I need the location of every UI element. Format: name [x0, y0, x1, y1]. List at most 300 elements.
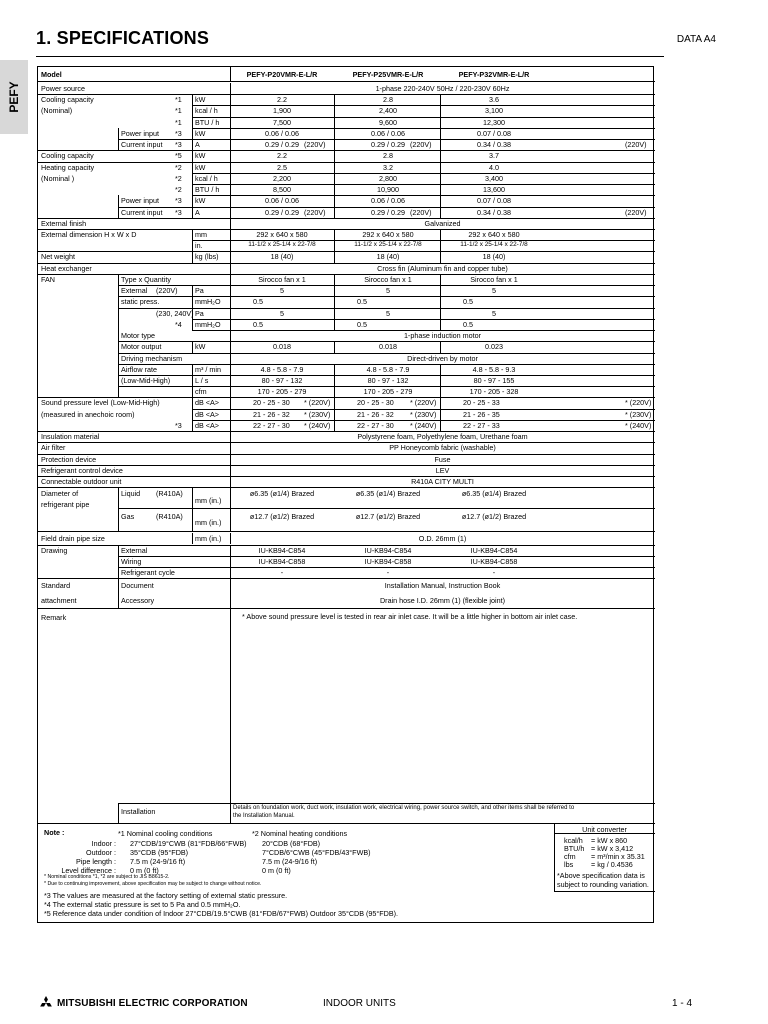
- rule-line: [192, 195, 193, 206]
- rule-line: [440, 117, 441, 128]
- standard-label: Standard: [41, 581, 71, 591]
- spec-value: 0.018: [379, 342, 397, 352]
- rule-line: [230, 162, 231, 173]
- spec-value: 5: [386, 286, 390, 296]
- value-all-models: Polystyrene foam, Polyethylene foam, Urethane foam: [357, 432, 528, 442]
- rule-line: [118, 274, 119, 398]
- value-all-models: PP Honeycomb fabric (washable): [389, 443, 496, 453]
- row-label: External finish: [41, 218, 87, 228]
- row-sublabel: (Low-Mid-High): [121, 375, 171, 385]
- spec-value: Sirocco fan x 1: [364, 274, 412, 284]
- unit-converter-title: Unit converter: [582, 825, 627, 834]
- spec-value: 11-1/2 x 25-1/4 x 22-7/8: [248, 241, 316, 249]
- rule-line: [118, 195, 119, 217]
- row-sublabel: Power input: [121, 196, 159, 206]
- spec-value: 2,400: [379, 106, 397, 116]
- rule-line: [38, 823, 655, 824]
- note-condition-key: Level difference :: [61, 866, 116, 875]
- rule-line: [440, 409, 441, 420]
- rule-line: [230, 150, 231, 161]
- rule-line: [230, 578, 231, 608]
- rule-line: [230, 386, 231, 397]
- rule-line: [38, 487, 655, 488]
- rule-line: [192, 341, 193, 352]
- row-label: (measured in anechoic room): [41, 409, 135, 419]
- side-tab-label: PEFY: [7, 81, 21, 113]
- row-sublabel-note: (220V): [156, 286, 178, 296]
- spec-value: 0.5: [253, 319, 263, 329]
- rule-line: [192, 240, 193, 251]
- footnote-marker: *2: [175, 162, 182, 172]
- spec-value: 80 - 97 - 132: [261, 375, 303, 385]
- converter-formula: = kW x 3,412: [591, 844, 634, 853]
- rule-line: [192, 409, 193, 420]
- rule-line: [334, 184, 335, 195]
- rule-line: [440, 162, 441, 173]
- rule-line: [192, 229, 193, 240]
- unit-label: dB <A>: [195, 420, 219, 430]
- rule-line: [334, 150, 335, 161]
- rule-line: [334, 285, 335, 296]
- voltage-tag: * (220V): [625, 398, 652, 408]
- pipe-value: ø6.35 (ø1/4) Brazed: [461, 489, 527, 499]
- spec-value: 0.06 / 0.06: [265, 128, 299, 138]
- spec-value: 292 x 640 x 580: [468, 229, 520, 239]
- refrigerant-label: (R410A): [156, 489, 183, 499]
- installation-label: Installation: [121, 807, 156, 816]
- unit-label: BTU / h: [195, 185, 220, 195]
- value-all-models: LEV: [435, 465, 450, 475]
- spec-value: 0.29 / 0.29: [371, 140, 405, 150]
- pipe-value: ø12.7 (ø1/2) Brazed: [355, 512, 421, 522]
- rule-line: [440, 150, 441, 161]
- rule-line: [440, 364, 441, 375]
- unit-label: A: [195, 140, 200, 150]
- footer-section: INDOOR UNITS: [323, 998, 396, 1009]
- rule-line: [440, 94, 441, 105]
- pipe-value: ø6.35 (ø1/4) Brazed: [355, 489, 421, 499]
- unit-label: kcal / h: [195, 173, 218, 183]
- spec-value: Sirocco fan x 1: [258, 274, 306, 284]
- rule-line: [192, 207, 193, 218]
- rule-line: [440, 274, 441, 285]
- rule-line: [440, 420, 441, 431]
- accessory-label: Accessory: [121, 596, 155, 606]
- pipe-value: ø6.35 (ø1/4) Brazed: [249, 489, 315, 499]
- unit-label: kW: [195, 196, 206, 206]
- data-code: DATA A4: [676, 34, 716, 45]
- spec-value: 21 - 26 - 32: [357, 409, 394, 419]
- row-sublabel: Motor type: [121, 331, 155, 341]
- spec-value: 20 - 25 - 30: [253, 398, 290, 408]
- rule-line: [230, 139, 231, 150]
- rule-line: [192, 285, 193, 296]
- rule-line: [230, 207, 231, 218]
- spec-value: 20 - 25 - 33: [463, 398, 500, 408]
- spec-value: 0.5: [357, 319, 367, 329]
- spec-value: 12,300: [483, 117, 505, 127]
- rule-line: [118, 803, 119, 823]
- note-4: *4 The external static pressure is set to 5 Pa and 0.5 mmH₂O.: [44, 900, 241, 909]
- spec-value: 0.06 / 0.06: [371, 128, 405, 138]
- row-label: (Nominal): [41, 106, 73, 116]
- row-label: Sound pressure level (Low-Mid-High): [41, 398, 160, 408]
- rule-line: [118, 578, 119, 608]
- rule-line: [440, 397, 441, 408]
- rule-line: [192, 251, 193, 262]
- note-label: Note :: [44, 828, 65, 837]
- spec-value: 4.0: [489, 162, 499, 172]
- model-name: PEFY-P20VMR-E-L/R: [246, 70, 318, 79]
- row-label: FAN: [41, 274, 55, 284]
- rule-line: [334, 139, 335, 150]
- footnote-marker: *3: [175, 196, 182, 206]
- rule-line: [440, 251, 441, 262]
- remark-text: * Above sound pressure level is tested in rear air inlet case. It will be a little higher in bottom air inlet case.: [242, 612, 578, 622]
- unit-label: Pa: [195, 308, 204, 318]
- rule-line: [440, 184, 441, 195]
- rule-line: [38, 442, 655, 443]
- rule-line: [440, 207, 441, 218]
- voltage-tag: (220V): [304, 207, 326, 217]
- spec-value: 2,200: [273, 173, 291, 183]
- spec-value: Sirocco fan x 1: [470, 274, 518, 284]
- row-sublabel: Airflow rate: [121, 364, 157, 374]
- unit-label: kcal / h: [195, 106, 218, 116]
- rule-line: [38, 81, 655, 82]
- rule-line: [192, 117, 655, 118]
- accessory-value: Drain hose I.D. 26mm (1) (flexible joint): [379, 596, 506, 606]
- drawing-label: Drawing: [41, 545, 68, 555]
- rule-line: [230, 442, 231, 453]
- spec-value: 21 - 26 - 32: [253, 409, 290, 419]
- side-tab: [0, 60, 28, 134]
- value-all-models: Direct-driven by motor: [407, 353, 478, 363]
- mitsubishi-logo-icon: [38, 996, 54, 1010]
- rule-line: [118, 556, 655, 557]
- rule-line: [38, 454, 655, 455]
- rule-line: [440, 308, 441, 319]
- rule-line: [230, 608, 231, 823]
- gas-label: Gas: [121, 512, 135, 522]
- unit-label: BTU / h: [195, 117, 220, 127]
- rule-line: [192, 397, 193, 408]
- spec-value: 80 - 97 - 132: [367, 375, 409, 385]
- rule-line: [440, 296, 441, 307]
- value-all-models: 1-phase induction motor: [403, 331, 482, 341]
- drawing-number: -: [492, 567, 496, 577]
- rule-line: [118, 803, 655, 804]
- liquid-label: Liquid: [121, 489, 141, 499]
- specification-table: [37, 66, 654, 923]
- rule-line: [192, 105, 193, 116]
- spec-value: 4.8 - 5.8 - 7.9: [260, 364, 304, 374]
- rule-line: [334, 274, 335, 285]
- pipe-value: ø12.7 (ø1/2) Brazed: [461, 512, 527, 522]
- rule-line: [334, 162, 335, 173]
- refrigerant-label: (R410A): [156, 512, 183, 522]
- converter-note: subject to rounding variation.: [557, 880, 649, 889]
- spec-value: 0.5: [357, 297, 367, 307]
- rule-line: [38, 476, 655, 477]
- rule-line: [230, 353, 231, 364]
- note-cooling-value: 7.5 m (24-9/16 ft): [130, 857, 186, 866]
- spec-value: 0.07 / 0.08: [477, 128, 511, 138]
- rule-line: [230, 487, 231, 531]
- spec-value: 2.2: [277, 95, 287, 105]
- drawing-number: -: [386, 567, 390, 577]
- row-label: Cooling capacity: [41, 151, 94, 161]
- spec-value: 5: [492, 308, 496, 318]
- rule-line: [334, 94, 335, 105]
- document-value: Installation Manual, Instruction Book: [384, 581, 501, 591]
- spec-value: 170 - 205 - 279: [257, 387, 307, 397]
- converter-unit: cfm: [564, 852, 576, 861]
- footnote-marker: *1: [175, 106, 182, 116]
- installation-text: the Installation Manual.: [233, 813, 295, 819]
- rule-line: [334, 386, 335, 397]
- voltage-tag: * (230V): [410, 409, 437, 419]
- remark-label: Remark: [41, 613, 67, 623]
- spec-value: 0.07 / 0.08: [477, 196, 511, 206]
- unit-label: mm (in.): [195, 534, 222, 544]
- spec-value: 22 - 27 - 33: [463, 420, 500, 430]
- rule-line: [440, 319, 441, 330]
- converter-unit: BTU/h: [564, 844, 585, 853]
- unit-label: Pa: [195, 286, 204, 296]
- footnote-marker: *2: [175, 185, 182, 195]
- rule-line: [192, 487, 193, 531]
- spec-value: 18 (40): [376, 252, 400, 262]
- unit-label: mm (in.): [195, 518, 222, 528]
- rule-line: [334, 364, 335, 375]
- converter-formula: = kW x 860: [591, 836, 628, 845]
- rule-line: [192, 386, 193, 397]
- rule-line: [230, 263, 231, 274]
- row-label: (Nominal ): [41, 173, 75, 183]
- row-label: Insulation material: [41, 432, 100, 442]
- rule-line: [334, 229, 335, 240]
- unit-label: kW: [195, 342, 206, 352]
- converter-unit: lbs: [564, 860, 574, 869]
- rule-line: [38, 94, 655, 95]
- rule-line: [38, 218, 655, 219]
- spec-value: 2.8: [383, 151, 393, 161]
- rule-line: [230, 105, 231, 116]
- converter-note: *Above specification data is: [557, 871, 645, 880]
- voltage-tag: (220V): [625, 140, 647, 150]
- drawing-cycle-label: Refrigerant cycle: [121, 567, 175, 577]
- rule-line: [334, 341, 335, 352]
- spec-value: 4.8 - 5.8 - 7.9: [366, 364, 410, 374]
- rule-line: [230, 218, 231, 229]
- note-condition-key: Outdoor :: [86, 848, 116, 857]
- rule-line: [334, 420, 335, 431]
- spec-value: 0.5: [463, 297, 473, 307]
- pipe-label: refrigerant pipe: [41, 500, 90, 510]
- unit-label: mmH₂O: [195, 297, 221, 307]
- unit-label: in.: [195, 241, 203, 251]
- rule-line: [192, 139, 193, 150]
- rule-line: [334, 105, 335, 116]
- row-sublabel: Driving mechanism: [121, 353, 183, 363]
- rule-line: [230, 229, 231, 240]
- footer-brand: [38, 996, 248, 1010]
- rule-line: [230, 285, 231, 296]
- spec-value: 8,500: [273, 185, 291, 195]
- unit-label: A: [195, 207, 200, 217]
- spec-value: 2.2: [277, 151, 287, 161]
- row-label: Air filter: [41, 443, 66, 453]
- spec-value: 21 - 26 - 35: [463, 409, 500, 419]
- unit-label: mmH₂O: [195, 319, 221, 329]
- rule-line: [38, 251, 655, 252]
- spec-value: 0.018: [273, 342, 291, 352]
- rule-line: [230, 274, 231, 285]
- row-sublabel: Current input: [121, 140, 163, 150]
- rule-line: [230, 533, 231, 544]
- voltage-tag: (220V): [410, 207, 432, 217]
- document-label: Document: [121, 581, 154, 591]
- drain-label: Field drain pipe size: [41, 534, 105, 544]
- rule-line: [440, 128, 441, 139]
- note-cooling-value: 0 m (0 ft): [130, 866, 159, 875]
- rule-line: [38, 150, 655, 151]
- note-heating-heading: *2 Nominal heating conditions: [252, 829, 348, 838]
- footnote-marker: *3: [175, 207, 182, 217]
- rule-line: [334, 319, 335, 330]
- unit-label: dB <A>: [195, 409, 219, 419]
- rule-line: [230, 420, 231, 431]
- unit-label: kg (lbs): [195, 252, 219, 262]
- value-all-models: Cross fin (Aluminum fin and copper tube): [377, 263, 508, 273]
- note-cooling-value: 27°CDB/19°CWB (81°FDB/66°FWB): [130, 839, 247, 848]
- rule-line: [230, 319, 231, 330]
- drain-value: O.D. 26mm (1): [418, 534, 467, 544]
- rule-line: [192, 195, 655, 196]
- spec-value: 2,800: [379, 173, 397, 183]
- rule-line: [230, 251, 231, 262]
- rule-line: [118, 353, 655, 354]
- row-label: Refrigerant control device: [41, 465, 123, 475]
- row-sublabel: Current input: [121, 207, 163, 217]
- rule-line: [440, 285, 441, 296]
- drawing-number: IU-KB94-C858: [470, 556, 518, 566]
- rule-line: [192, 319, 193, 330]
- unit-label: cfm: [195, 387, 207, 397]
- rule-line: [230, 117, 231, 128]
- spec-value: 0.29 / 0.29: [265, 207, 299, 217]
- spec-value: 0.29 / 0.29: [265, 140, 299, 150]
- spec-value: 22 - 27 - 30: [357, 420, 394, 430]
- brand-name: MITSUBISHI ELECTRIC CORPORATION: [57, 997, 248, 1009]
- rule-line: [334, 375, 335, 386]
- note-small: * Due to continuing improvement, above specification may be subject to change without notice.: [44, 881, 262, 887]
- rule-line: [192, 117, 193, 128]
- drawing-number: IU-KB94-C858: [258, 556, 306, 566]
- rule-line: [192, 184, 655, 185]
- rule-line: [230, 128, 231, 139]
- spec-value: 11-1/2 x 25-1/4 x 22-7/8: [460, 241, 528, 249]
- rule-line: [192, 296, 193, 307]
- rule-line: [118, 567, 655, 568]
- drawing-number: IU-KB94-C854: [470, 545, 518, 555]
- rule-line: [38, 608, 655, 609]
- rule-line: [118, 128, 119, 150]
- rule-line: [334, 240, 335, 251]
- spec-value: 0.34 / 0.38: [477, 207, 511, 217]
- row-label: Heating capacity: [41, 162, 95, 172]
- spec-value: 11-1/2 x 25-1/4 x 22-7/8: [354, 241, 422, 249]
- converter-formula: = m³/min x 35.31: [591, 852, 645, 861]
- spec-value: 0.34 / 0.38: [477, 140, 511, 150]
- footnote-marker: *3: [175, 128, 182, 138]
- spec-value: 292 x 640 x 580: [256, 229, 308, 239]
- rule-line: [334, 207, 335, 218]
- voltage-tag: (220V): [625, 207, 647, 217]
- rule-line: [230, 476, 231, 487]
- rule-line: [440, 240, 441, 251]
- spec-value: 0.5: [463, 319, 473, 329]
- footnote-marker: *4: [175, 319, 182, 329]
- installation-text: Details on foundation work, duct work, insulation work, electrical wiring, power source switch, and other items shall be referred to: [233, 805, 575, 811]
- spec-value: 0.06 / 0.06: [265, 196, 299, 206]
- unit-label: mm: [195, 229, 207, 239]
- rule-line: [440, 375, 441, 386]
- spec-value: 3.6: [489, 95, 499, 105]
- rule-line: [334, 296, 335, 307]
- row-label: External dimension H x W x D: [41, 229, 137, 239]
- value-all-models: R410A CITY MULTI: [411, 477, 474, 487]
- row-label: Heat exchanger: [41, 263, 92, 273]
- footnote-marker: *3: [175, 420, 182, 430]
- spec-value: 3.7: [489, 151, 499, 161]
- rule-line: [230, 184, 231, 195]
- spec-value: 22 - 27 - 30: [253, 420, 290, 430]
- rule-line: [230, 375, 231, 386]
- row-sublabel-note: (230, 240V): [156, 308, 194, 318]
- voltage-tag: * (230V): [625, 409, 652, 419]
- rule-line: [230, 364, 231, 375]
- value-all-models: Galvanized: [424, 218, 461, 228]
- rule-line: [192, 128, 655, 129]
- note-condition-key: Pipe length :: [76, 857, 116, 866]
- unit-label: L / s: [195, 375, 209, 385]
- title-rule: [36, 56, 664, 57]
- rule-line: [230, 296, 231, 307]
- rule-line: [440, 229, 441, 240]
- rule-line: [192, 375, 193, 386]
- rule-line: [230, 409, 231, 420]
- spec-value: 0.023: [485, 342, 503, 352]
- rule-line: [192, 173, 655, 174]
- rule-line: [554, 891, 655, 892]
- spec-value: 3,100: [485, 106, 503, 116]
- row-label: Connectable outdoor unit: [41, 477, 122, 487]
- rule-line: [38, 465, 655, 466]
- rule-line: [230, 67, 231, 81]
- rule-line: [440, 341, 441, 352]
- rule-line: [230, 330, 231, 341]
- rule-line: [334, 397, 335, 408]
- value-all-models: Fuse: [434, 454, 451, 464]
- pipe-value: ø12.7 (ø1/2) Brazed: [249, 512, 315, 522]
- rule-line: [38, 263, 655, 264]
- unit-label: kW: [195, 95, 206, 105]
- model-name: PEFY-P32VMR-E-L/R: [458, 70, 530, 79]
- rule-line: [440, 195, 441, 206]
- spec-value: 5: [280, 308, 284, 318]
